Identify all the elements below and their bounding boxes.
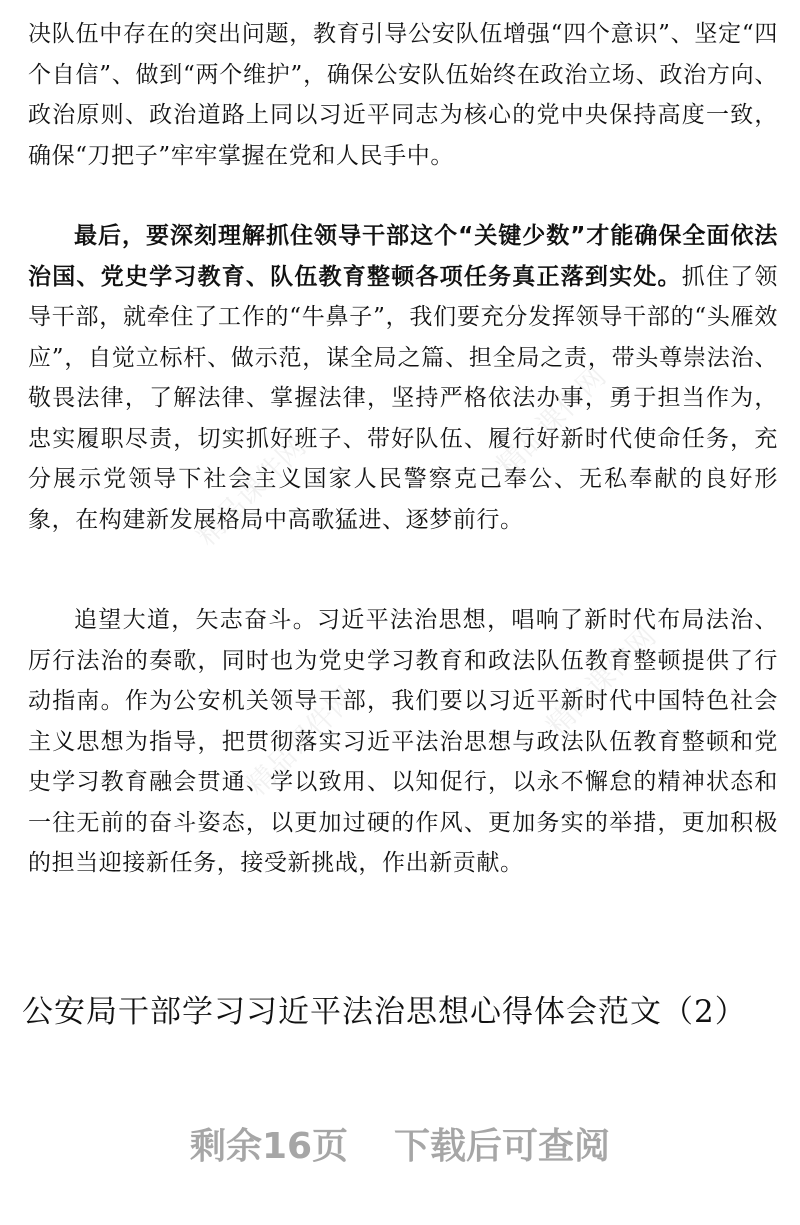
download-prompt-label[interactable]: 下载后可查阅 [394, 1126, 611, 1167]
paragraph-2 [28, 216, 778, 540]
remaining-pages-banner[interactable] [0, 1118, 800, 1169]
watermark: 精品课件网 [239, 679, 363, 803]
watermark: 精品课件网 [539, 619, 663, 743]
paragraph-2-body: 抓住了领导干部，就牵住了工作的“牛鼻子”，我们要充分发挥领导干部的“头雁效应”，自觉立标杆、做示范，谋全局之篇、担全局之责，带头尊崇法治、敬畏法律，了解法律、掌握法律，坚持严格依法办事，勇于担当作为，忠实履职尽责，切实抓好班子、带好队伍、履行好新时代使命任务，充分展示党领导下社会主义国家人民警察克己奉公、无私奉献的良好形象，在构建新发展格局中高歌猛进、逐梦前行。 [28, 263, 779, 533]
watermark: 精品课件网 [489, 359, 613, 483]
paragraph-1: 决队伍中存在的突出问题，教育引导公安队伍增强“四个意识”、坚定“四个自信”、做到“两个维护”，确保公安队伍始终在政治立场、政治方向、政治原则、政治道路上同以习近平同志为核心的党中央保持高度一致，确保“刀把子”牢牢掌握在党和人民手中。 [28, 21, 778, 169]
watermark: 精品课件网 [189, 429, 313, 553]
paragraph-3: 追望大道，矢志奋斗。习近平法治思想，唱响了新时代布局法治、厉行法治的奏歌，同时也为党史学习教育和政法队伍教育整顿提供了行动指南。作为公安机关领导干部，我们要以习近平新时代中国特色社会主义思想为指导，把贯彻落实习近平法治思想与政法队伍教育整顿和党史学习教育融会贯通、学以致用、以知促行，以永不懈怠的精神状态和一往无前的奋斗姿态，以更加过硬的作风、更加务实的举措，更加积极的担当迎接新任务，接受新挑战，作出新贡献。 [28, 607, 778, 876]
section-title: 公安局干部学习习近平法治思想心得体会范文（2） [22, 994, 747, 1030]
remaining-pages-label: 剩余16页 [189, 1126, 349, 1167]
paragraph-2-bold-lead: 最后，要深刻理解抓住领导干部这个“关键少数”才能确保全面依法治国、党史学习教育、队伍教育整顿各项任务真正落到实处。 [28, 223, 778, 290]
